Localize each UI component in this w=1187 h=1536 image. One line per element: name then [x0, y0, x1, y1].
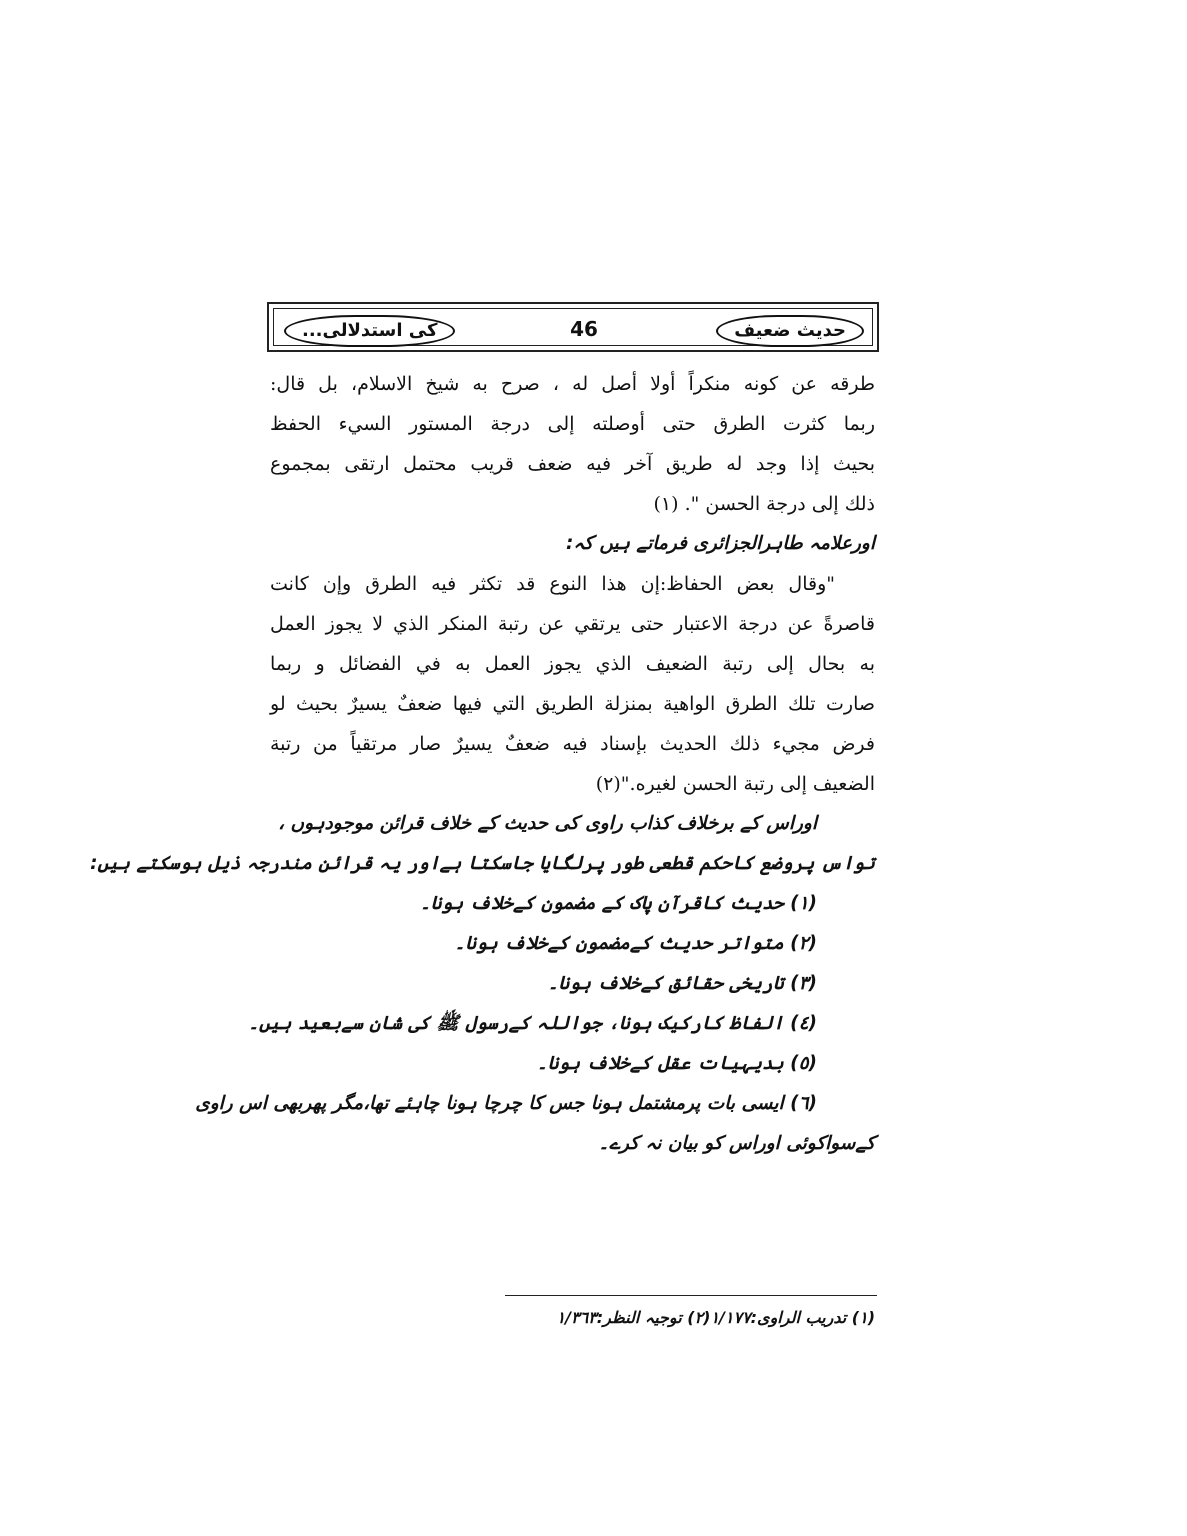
arabic-line: طرقه عن كونه منكراً أولا أصل له ، صرح به شيخ الاسلام، بل قال:	[270, 373, 875, 395]
list-item: (١) حدیث کاقرآن پاک کے مضمون کےخلاف ہونا۔	[419, 893, 817, 914]
urdu-paragraph-line: تواس پروضع کاحکم قطعی طور پرلگایا جاسکتا ہےاور یہ قرائن مندرجہ ذیل ہوسکتے ہیں:	[90, 853, 875, 874]
list-item: (٤) الفاظ کارکیک ہونا، جواللہ کےرسول ﷺ کی شان سےبعید ہیں۔	[248, 1013, 817, 1034]
footnote: (١) تدریب الراوی:١/١٧٧(٢) توجیہ النظر:١/٣٦٣	[556, 1308, 875, 1327]
arabic-quote-line: "وقال بعض الحفاظ:إن هذا النوع قد تكثر فيه الطرق وإن كانت	[270, 573, 835, 595]
list-item: (٥) بدیہیات عقل کےخلاف ہونا۔	[536, 1053, 817, 1074]
arabic-quote-line: صارت تلك الطرق الواهية بمنزلة الطريق التي فيها ضعفٌ يسيرٌ بحيث لو	[270, 693, 875, 715]
arabic-quote-line: الضعيف إلى رتبة الحسن لغيره."(٢)	[595, 773, 875, 795]
arabic-quote-line: قاصرةً عن درجة الاعتبار حتى يرتقي عن رتبة المنكر الذي لا يجوز العمل	[270, 613, 875, 635]
book-title-left: کی استدلالی...	[284, 315, 455, 347]
arabic-line: ذلك إلى درجة الحسن ". (١)	[653, 493, 875, 515]
list-item: (٣) تاریخی حقائق کےخلاف ہونا۔	[547, 973, 817, 994]
urdu-intro-line: اورعلامہ طاہرالجزائری فرماتے ہیں کہ:	[565, 533, 875, 554]
footnote-separator	[505, 1295, 877, 1296]
list-item: (٦) ایسی بات پرمشتمل ہونا جس کا چرچا ہونا چاہئے تھا،مگر پھربھی اس راوی	[195, 1093, 817, 1114]
header-inner-frame	[273, 308, 873, 346]
arabic-quote-line: به بحال إلى رتبة الضعيف الذي يجوز العمل به في الفضائل و ربما	[270, 653, 875, 675]
list-item-continuation: کےسواکوئی اوراس کو بیان نہ کرے۔	[598, 1133, 875, 1154]
urdu-paragraph-line: اوراس کے برخلاف کذاب راوی کی حدیث کے خلاف قرائن موجودہوں ،	[278, 813, 817, 834]
body-text	[90, 364, 875, 1164]
running-header	[267, 302, 879, 352]
arabic-quote-line: فرض مجيء ذلك الحديث بإسناد فيه ضعفٌ يسيرٌ صار مرتقياً من رتبة	[270, 733, 875, 755]
book-title-right: حدیث ضعیف	[716, 315, 864, 347]
arabic-line: بحيث إذا وجد له طريق آخر فيه ضعف قريب محتمل ارتقى بمجموع	[270, 453, 875, 475]
page-number: 46	[570, 317, 598, 341]
list-item: (٢) متواتر حدیث کےمضمون کےخلاف ہونا۔	[454, 933, 817, 954]
arabic-line: ربما كثرت الطرق حتى أوصلته إلى درجة المستور السيء الحفظ	[270, 413, 875, 435]
